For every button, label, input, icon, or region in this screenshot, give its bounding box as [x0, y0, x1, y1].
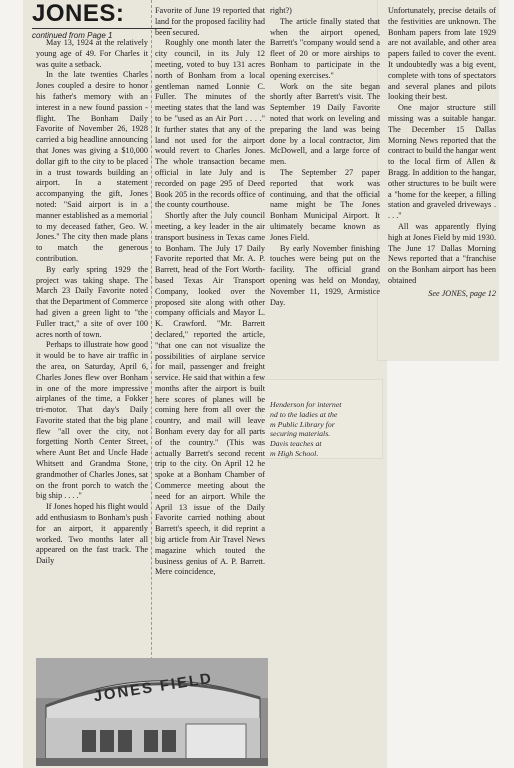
paragraph: May 13, 1924 at the relatively young age of 49. For Charles it was quite a setback.: [36, 38, 148, 69]
paragraph: Work on the site began shortly after Barrett's visit. The September 19 Daily Favorite noted that work on leveling and preparing the land was being done by a local contractor, Jim McDowell, and a large force of men.: [270, 81, 380, 167]
paragraph: In the late twenties Charles Jones coupled a desire to honor his father's memory with an interest in a new found passion - flight. The Bonham Daily Favorite of November 26, 1928 carried a big headline announcing that Jones was giving a $10,000 dollar gift to the city to be placed in a trust towards building an airport. In a statement accompanying the gift, Jones noted: "Said airport is in a manner established as a memorial to my deceased father, Geo. W. Jones." The city then made plans to match the generous contribution.: [36, 70, 148, 263]
paragraph: By early November finishing touches were being put on the facility. The official grand opening was held on Monday, November 11, 1929, Armistice Day.: [270, 243, 380, 307]
fragment-line: nd to the ladies at the: [270, 409, 338, 419]
article-column-3: [270, 6, 380, 308]
article-column-2: [155, 6, 265, 578]
paragraph: All was apparently flying high at Jones Field by mid 1930. The June 17 Dallas Morning News reported that a "franchise on the Bonham airport has been obtained: [388, 221, 496, 285]
fragment-line: Henderson for internet: [270, 400, 342, 409]
article-column-4: [388, 6, 496, 300]
paragraph: Roughly one month later the city council, in its July 12 meeting, voted to buy 131 acres north of Bonham from a local gentleman named Lonnie C. Fuller. The minutes of the meeting states that the land was to be "used as an Air Port . . . ." It further states that any of the land not used for the airport would revert to Charles Jones. The whole transaction became official in late July and is recorded on page 295 of Deed Book 205 in the records office of the county courthouse.: [155, 38, 265, 210]
fragment-line: Davis teaches at: [270, 439, 322, 449]
hangar-photo: [36, 658, 268, 766]
hangar-sign: JONES FIELD: [92, 669, 215, 706]
paragraph: The September 27 paper reported that work was continuing, and that the official name might be The Jones Bonham Municipal Airport. It ultimately became known as Jones Field.: [270, 167, 380, 242]
paragraph: One major structure still missing was a suitable hangar. The December 15 Dallas Morning News reported that the contract to build the hangar went to the local firm of Allen & Bragg. In addition to the hangar, other structures to be built were a "home for the keeper, a filling station and graveled driveways . . . .": [388, 103, 496, 221]
continued-line: See JONES, page 12: [428, 288, 496, 298]
paragraph: Unfortunately, precise details of the festivities are unknown. The Bonham papers from late 1929 are not available, and other area papers failed to cover the event. It undoubtedly was a big event, complete with tons of spectators and several planes and pilots looking their best.: [388, 6, 496, 102]
headline: JONES:: [32, 0, 125, 27]
subhead: continued from Page 1: [32, 28, 172, 40]
paragraph: Perhaps to illustrate how good it would be to have air traffic in the area, on Saturday, April 6, Charles Jones flew over Bonham in one of the more impressive airplanes of the time, a Fokker tri-motor. That day's Daily Favorite stated that the big plane flew "all over the city, not forgetting North Center Street, where Aunt Bet and Uncle Hade Whitsett and Grandma Stone, grandmother of Charles Jones, sat on the front porch to watch the big ship . . . .": [36, 340, 148, 501]
article-column-1: [36, 38, 148, 567]
fragment-line: m High School.: [270, 448, 319, 458]
paragraph: The article finally stated that when the airport opened, Barrett's "company would send a fleet of 20 or more airships to Bonham to participate in the opening exercises.": [270, 16, 380, 80]
fragment-line: m Public Library for: [270, 419, 335, 429]
paragraph: Shortly after the July council meeting, a key leader in the air transport business in Texas came to Bonham. The July 17 Daily Favorite reported that Mr. A. P. Barrett, head of the Fort Worth-based Texas Air Transport Company, looked over the proposed site along with other company officials and Mayor L. K. Crawford. "Mr. Barrett declared," reported the article, "that one can not visualize the possibilities of airplane service for mail, passenger and freight service. He said that within a few months after the airport is built here scores of planes will be coming here from all over the country, and mail will leave Bonham every day for all parts of the country." (This was actually Barrett's second recent trip to the city. On April 12 he spoke at a Bonham Chamber of Commerce meeting about the need for an airport. While the April 13 issue of the Daily Favorite carried nothing about Barrett's speech, it did reprint a big article from Air Travel News magazine which touted the business genius of A. P. Barrett. Mere coincidence,: [155, 211, 265, 577]
overlap-fragment-text: [270, 400, 380, 459]
paragraph: If Jones hoped his flight would add enthusiasm to Bonham's push for an airport, it apparently worked. Two months later all appeared on the fast track. The Daily: [36, 502, 148, 566]
paragraph: By early spring 1929 the project was taking shape. The March 23 Daily Favorite noted that the Department of Commerce had given a green light to "the Fuller tract," a site of over 100 acres north of town.: [36, 264, 148, 339]
column-divider: [151, 0, 152, 680]
paragraph: right?): [270, 6, 292, 15]
paragraph: Favorite of June 19 reported that land for the proposed facility had been secured.: [155, 6, 265, 37]
fragment-line: securing materials.: [270, 429, 331, 439]
hangar-illustration: [36, 658, 268, 766]
